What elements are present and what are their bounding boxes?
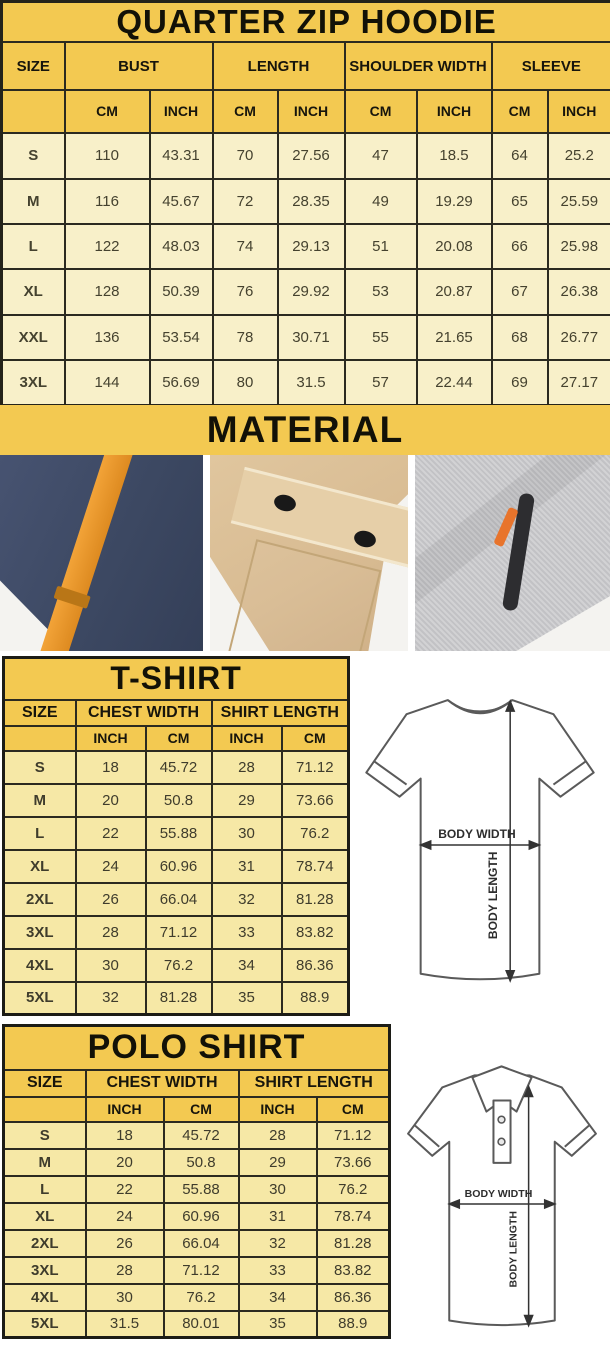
size-label: 3XL: [4, 916, 76, 949]
value-cell: 60.96: [164, 1203, 239, 1230]
polo-row-s: [4, 1122, 390, 1149]
value-cell: 20: [86, 1149, 164, 1176]
empty-cell: [4, 1097, 86, 1122]
size-label: 5XL: [4, 1311, 86, 1338]
value-cell: 83.82: [282, 916, 349, 949]
tshirt-size-table: [2, 656, 350, 1016]
unit-inch: INCH: [239, 1097, 317, 1122]
value-cell: 26.77: [548, 315, 610, 360]
tshirt-row-5xl: [4, 982, 349, 1015]
tshirt-row-4xl: [4, 949, 349, 982]
value-cell: 76.2: [282, 817, 349, 850]
unit-cm: CM: [492, 90, 548, 133]
value-cell: 29.13: [278, 224, 345, 269]
value-cell: 34: [212, 949, 282, 982]
size-label: XL: [4, 1203, 86, 1230]
material-banner: [0, 405, 610, 455]
value-cell: 55.88: [164, 1176, 239, 1203]
value-cell: 86.36: [317, 1284, 390, 1311]
size-label: 3XL: [4, 1257, 86, 1284]
value-cell: 68: [492, 315, 548, 360]
polo-size-table: [2, 1024, 391, 1339]
material-photo-navy-fleece: [0, 455, 203, 651]
value-cell: 24: [86, 1203, 164, 1230]
value-cell: 51: [345, 224, 417, 269]
hoodie-row-s: [2, 133, 610, 178]
value-cell: 66: [492, 224, 548, 269]
value-cell: 31: [212, 850, 282, 883]
value-cell: 27.56: [278, 133, 345, 178]
value-cell: 76.2: [164, 1284, 239, 1311]
size-label: XL: [2, 269, 65, 314]
value-cell: 66.04: [146, 883, 212, 916]
size-label: M: [2, 179, 65, 224]
tshirt-row-xl: [4, 850, 349, 883]
polo-title: POLO SHIRT: [4, 1026, 390, 1070]
size-label: 3XL: [2, 360, 65, 405]
unit-inch: INCH: [548, 90, 610, 133]
value-cell: 28: [212, 751, 282, 784]
value-cell: 88.9: [282, 982, 349, 1015]
polo-row-2xl: [4, 1230, 390, 1257]
unit-cm: CM: [146, 726, 212, 751]
tshirt-header-size: SIZE: [4, 700, 76, 726]
value-cell: 67: [492, 269, 548, 314]
value-cell: 81.28: [317, 1230, 390, 1257]
value-cell: 29.92: [278, 269, 345, 314]
value-cell: 19.29: [417, 179, 492, 224]
value-cell: 32: [239, 1230, 317, 1257]
value-cell: 25.98: [548, 224, 610, 269]
value-cell: 70: [213, 133, 278, 178]
unit-cm: CM: [164, 1097, 239, 1122]
tshirt-header-chest: CHEST WIDTH: [76, 700, 212, 726]
value-cell: 72: [213, 179, 278, 224]
polo-row-l: [4, 1176, 390, 1203]
polo-row-4xl: [4, 1284, 390, 1311]
polo-measure-diagram: [394, 1053, 610, 1350]
value-cell: 76: [213, 269, 278, 314]
value-cell: 60.96: [146, 850, 212, 883]
value-cell: 20.87: [417, 269, 492, 314]
value-cell: 43.31: [150, 133, 213, 178]
value-cell: 122: [65, 224, 150, 269]
value-cell: 53: [345, 269, 417, 314]
value-cell: 50.8: [146, 784, 212, 817]
value-cell: 144: [65, 360, 150, 405]
size-label: 4XL: [4, 949, 76, 982]
hoodie-row-xl: [2, 269, 610, 314]
tshirt-row-2xl: [4, 883, 349, 916]
value-cell: 31.5: [278, 360, 345, 405]
value-cell: 65: [492, 179, 548, 224]
value-cell: 29: [212, 784, 282, 817]
value-cell: 83.82: [317, 1257, 390, 1284]
unit-inch: INCH: [417, 90, 492, 133]
size-label: S: [4, 1122, 86, 1149]
value-cell: 69: [492, 360, 548, 405]
value-cell: 30: [76, 949, 146, 982]
unit-inch: INCH: [212, 726, 282, 751]
size-label: 5XL: [4, 982, 76, 1015]
unit-cm: CM: [282, 726, 349, 751]
value-cell: 25.59: [548, 179, 610, 224]
body-width-label: BODY WIDTH: [438, 826, 516, 841]
material-title: MATERIAL: [206, 409, 404, 450]
value-cell: 71.12: [282, 751, 349, 784]
hoodie-size-table: [0, 0, 610, 407]
tshirt-row-m: [4, 784, 349, 817]
polo-row-5xl: [4, 1311, 390, 1338]
size-label: 4XL: [4, 1284, 86, 1311]
unit-inch: INCH: [278, 90, 345, 133]
drawcord-buckle: [53, 586, 90, 609]
tshirt-row-l: [4, 817, 349, 850]
body-length-label: BODY LENGTH: [507, 1210, 520, 1288]
value-cell: 30: [212, 817, 282, 850]
value-cell: 78.74: [282, 850, 349, 883]
polo-header-length: SHIRT LENGTH: [239, 1070, 390, 1097]
value-cell: 80.01: [164, 1311, 239, 1338]
value-cell: 71.12: [146, 916, 212, 949]
value-cell: 33: [239, 1257, 317, 1284]
value-cell: 35: [239, 1311, 317, 1338]
polo-placket: [493, 1101, 510, 1163]
value-cell: 25.2: [548, 133, 610, 178]
hoodie-header-sleeve: SLEEVE: [492, 42, 610, 89]
value-cell: 45.72: [146, 751, 212, 784]
size-label: L: [2, 224, 65, 269]
value-cell: 76.2: [317, 1176, 390, 1203]
placket-button: [498, 1138, 505, 1145]
value-cell: 80: [213, 360, 278, 405]
body-width-label: BODY WIDTH: [464, 1187, 533, 1200]
value-cell: 30: [239, 1176, 317, 1203]
hoodie-header-bust: BUST: [65, 42, 213, 89]
tshirt-measure-diagram: [352, 682, 608, 1014]
polo-row-xl: [4, 1203, 390, 1230]
value-cell: 74: [213, 224, 278, 269]
tshirt-title: T-SHIRT: [4, 658, 349, 700]
value-cell: 34: [239, 1284, 317, 1311]
hoodie-header-length: LENGTH: [213, 42, 345, 89]
material-photo-grey-zip: [415, 455, 610, 651]
placket-button: [498, 1116, 505, 1123]
value-cell: 33: [212, 916, 282, 949]
hoodie-row-3xl: [2, 360, 610, 405]
value-cell: 28.35: [278, 179, 345, 224]
orange-drawcord: [37, 455, 137, 651]
value-cell: 48.03: [150, 224, 213, 269]
value-cell: 26: [86, 1230, 164, 1257]
unit-cm: CM: [213, 90, 278, 133]
value-cell: 50.39: [150, 269, 213, 314]
polo-header-size: SIZE: [4, 1070, 86, 1097]
value-cell: 50.8: [164, 1149, 239, 1176]
value-cell: 22.44: [417, 360, 492, 405]
hoodie-row-xxl: [2, 315, 610, 360]
size-label: XL: [4, 850, 76, 883]
value-cell: 53.54: [150, 315, 213, 360]
value-cell: 86.36: [282, 949, 349, 982]
unit-cm: CM: [65, 90, 150, 133]
value-cell: 116: [65, 179, 150, 224]
value-cell: 28: [86, 1257, 164, 1284]
hoodie-header-shoulder: SHOULDER WIDTH: [345, 42, 492, 89]
value-cell: 136: [65, 315, 150, 360]
value-cell: 78: [213, 315, 278, 360]
value-cell: 18: [86, 1122, 164, 1149]
value-cell: 71.12: [164, 1257, 239, 1284]
value-cell: 20: [76, 784, 146, 817]
polo-row-m: [4, 1149, 390, 1176]
value-cell: 55.88: [146, 817, 212, 850]
value-cell: 32: [76, 982, 146, 1015]
value-cell: 28: [76, 916, 146, 949]
value-cell: 18: [76, 751, 146, 784]
tshirt-row-3xl: [4, 916, 349, 949]
unit-inch: INCH: [150, 90, 213, 133]
value-cell: 20.08: [417, 224, 492, 269]
value-cell: 57: [345, 360, 417, 405]
value-cell: 110: [65, 133, 150, 178]
value-cell: 76.2: [146, 949, 212, 982]
value-cell: 128: [65, 269, 150, 314]
value-cell: 47: [345, 133, 417, 178]
value-cell: 30: [86, 1284, 164, 1311]
value-cell: 73.66: [317, 1149, 390, 1176]
value-cell: 26: [76, 883, 146, 916]
value-cell: 88.9: [317, 1311, 390, 1338]
value-cell: 78.74: [317, 1203, 390, 1230]
value-cell: 21.65: [417, 315, 492, 360]
size-label: L: [4, 817, 76, 850]
size-label: L: [4, 1176, 86, 1203]
hoodie-row-l: [2, 224, 610, 269]
polo-header-chest: CHEST WIDTH: [86, 1070, 239, 1097]
value-cell: 28: [239, 1122, 317, 1149]
size-label: M: [4, 1149, 86, 1176]
size-label: 2XL: [4, 1230, 86, 1257]
hoodie-header-size: SIZE: [2, 42, 65, 89]
empty-cell: [2, 90, 65, 133]
size-label: XXL: [2, 315, 65, 360]
unit-inch: INCH: [76, 726, 146, 751]
tshirt-header-length: SHIRT LENGTH: [212, 700, 349, 726]
value-cell: 27.17: [548, 360, 610, 405]
hoodie-title: QUARTER ZIP HOODIE: [2, 2, 610, 43]
pocket-stitching: [228, 539, 382, 651]
unit-inch: INCH: [86, 1097, 164, 1122]
material-photo-khaki-pocket: [210, 455, 408, 651]
value-cell: 31: [239, 1203, 317, 1230]
unit-cm: CM: [345, 90, 417, 133]
size-label: S: [2, 133, 65, 178]
polo-row-3xl: [4, 1257, 390, 1284]
size-label: 2XL: [4, 883, 76, 916]
value-cell: 22: [76, 817, 146, 850]
value-cell: 45.72: [164, 1122, 239, 1149]
value-cell: 81.28: [146, 982, 212, 1015]
value-cell: 49: [345, 179, 417, 224]
empty-cell: [4, 726, 76, 751]
body-length-label: BODY LENGTH: [486, 851, 501, 940]
tshirt-row-s: [4, 751, 349, 784]
value-cell: 66.04: [164, 1230, 239, 1257]
value-cell: 64: [492, 133, 548, 178]
size-label: S: [4, 751, 76, 784]
value-cell: 31.5: [86, 1311, 164, 1338]
hoodie-row-m: [2, 179, 610, 224]
value-cell: 73.66: [282, 784, 349, 817]
value-cell: 26.38: [548, 269, 610, 314]
value-cell: 35: [212, 982, 282, 1015]
value-cell: 56.69: [150, 360, 213, 405]
value-cell: 45.67: [150, 179, 213, 224]
value-cell: 81.28: [282, 883, 349, 916]
value-cell: 24: [76, 850, 146, 883]
value-cell: 71.12: [317, 1122, 390, 1149]
value-cell: 18.5: [417, 133, 492, 178]
value-cell: 22: [86, 1176, 164, 1203]
value-cell: 32: [212, 883, 282, 916]
unit-cm: CM: [317, 1097, 390, 1122]
size-label: M: [4, 784, 76, 817]
value-cell: 55: [345, 315, 417, 360]
value-cell: 30.71: [278, 315, 345, 360]
value-cell: 29: [239, 1149, 317, 1176]
